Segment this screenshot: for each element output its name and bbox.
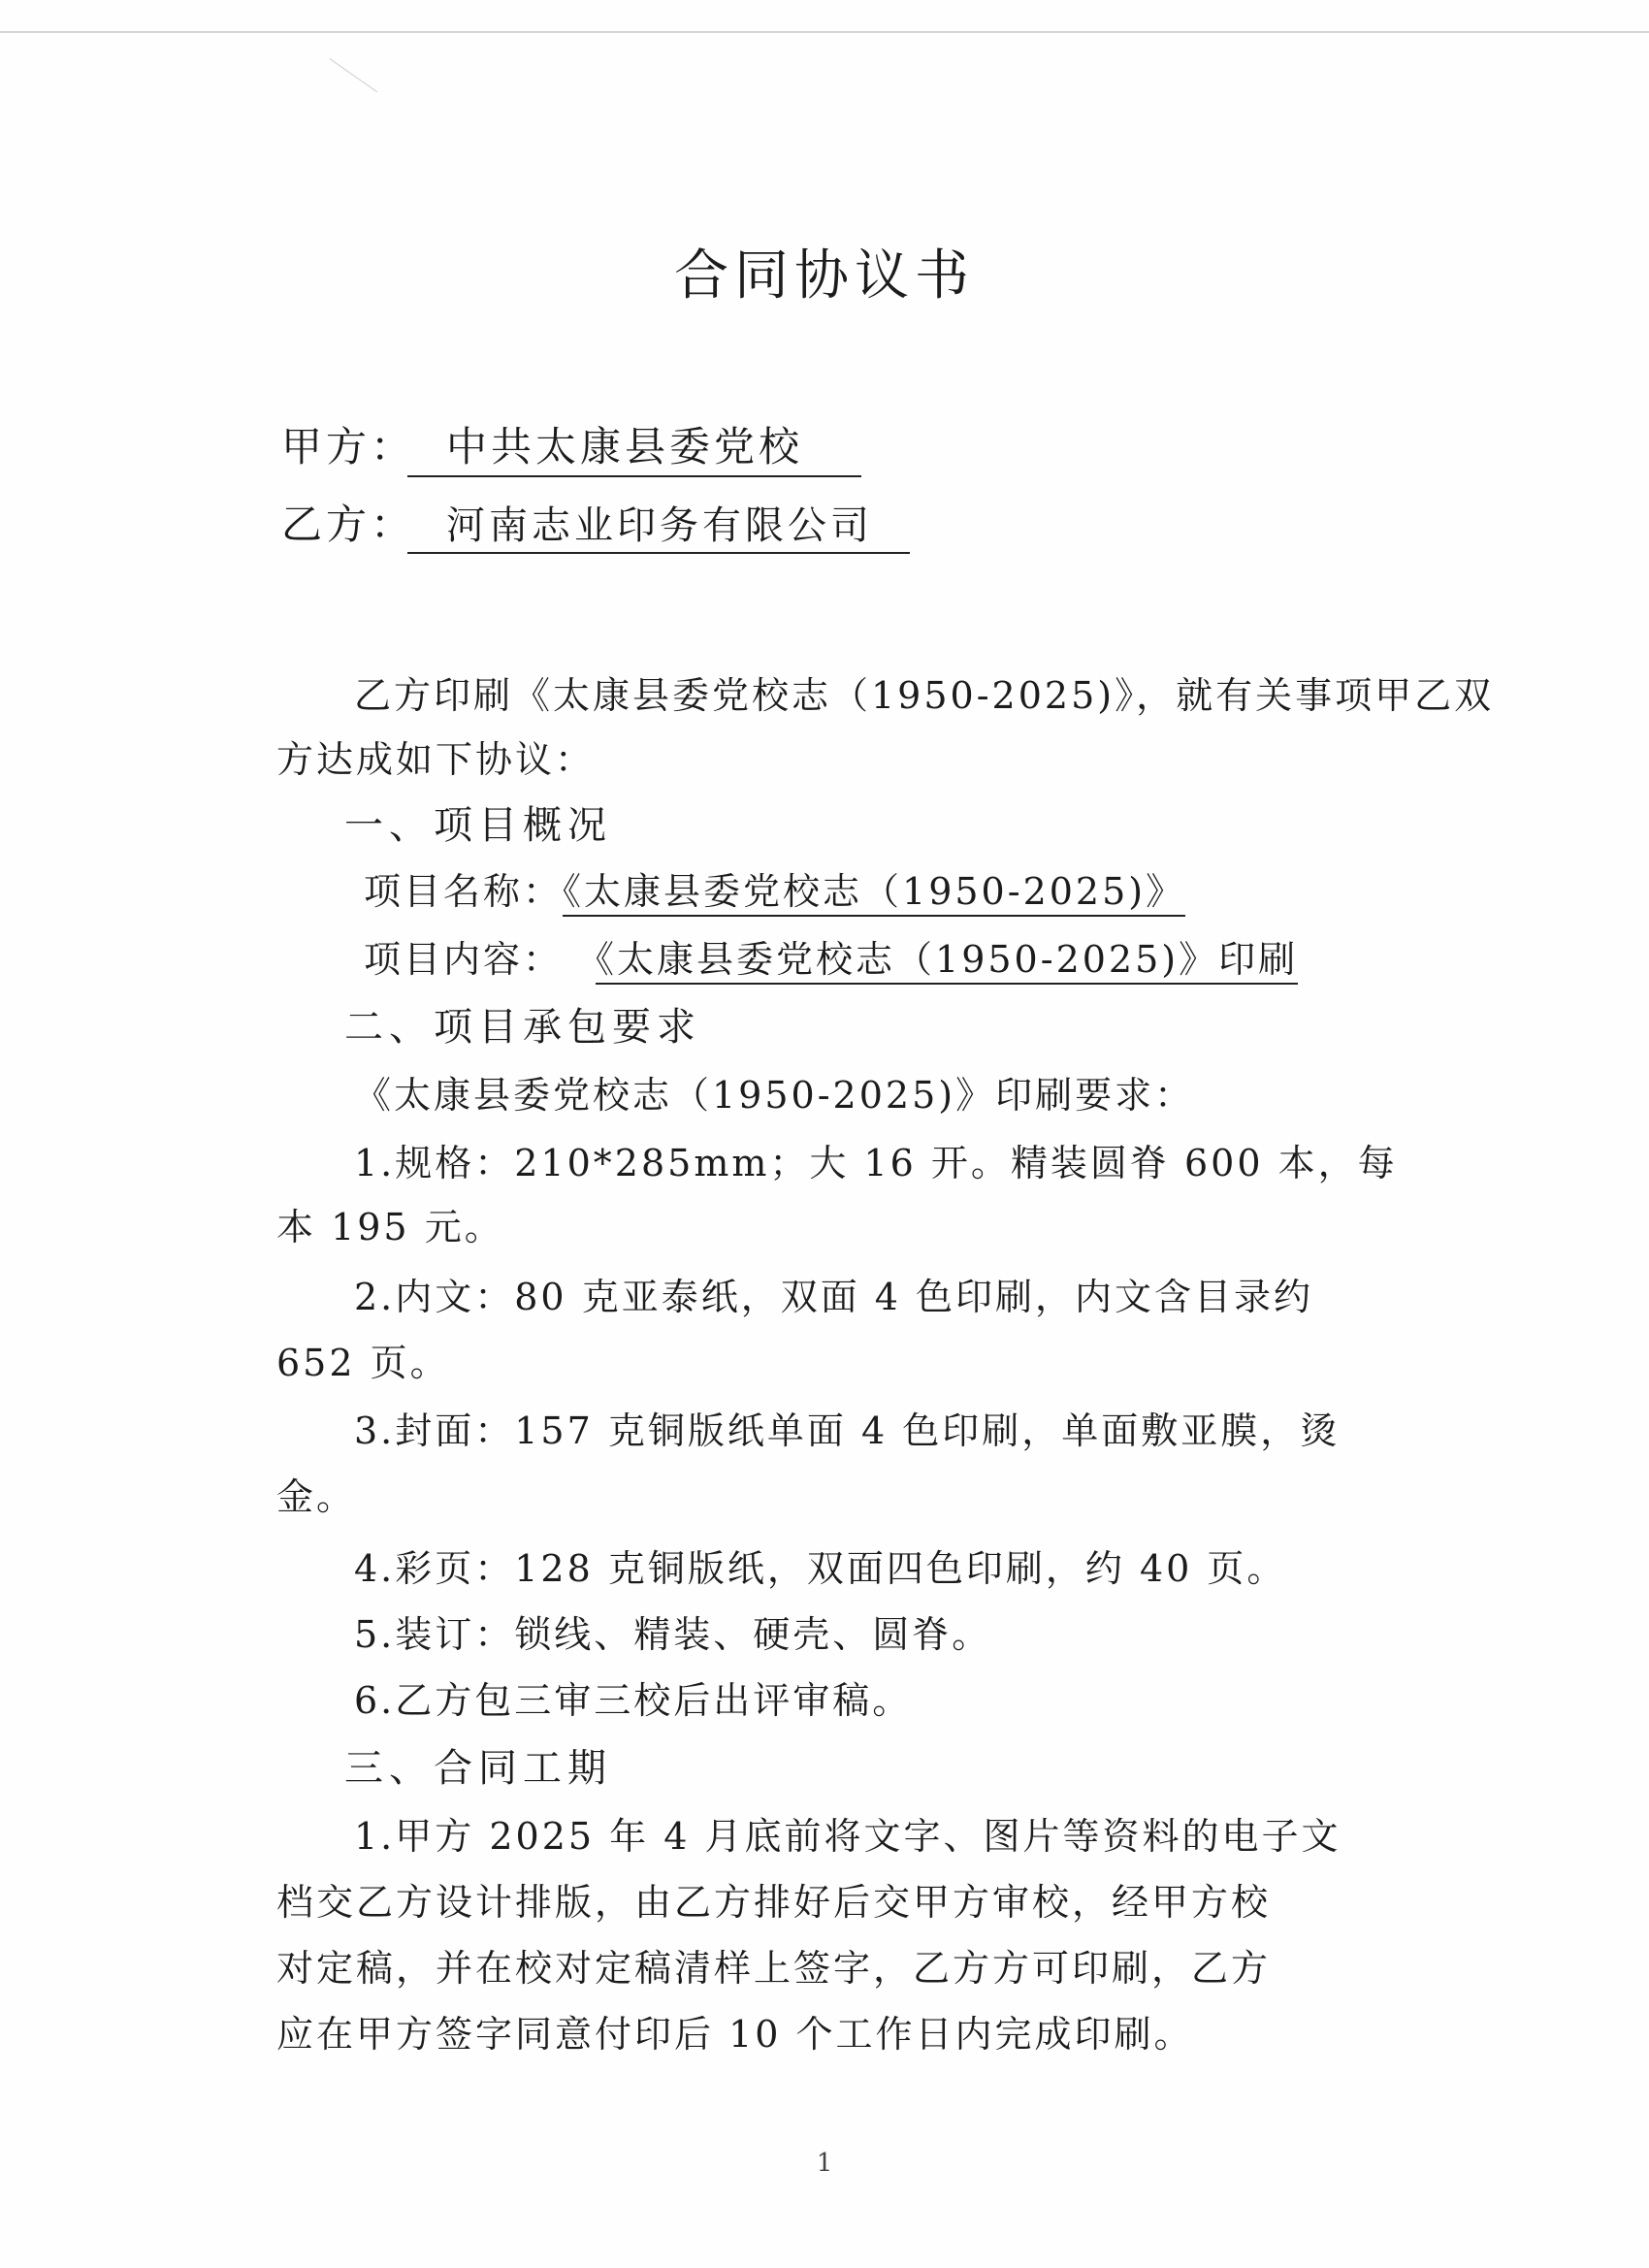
party-a bbox=[281, 415, 861, 477]
party-b-label: 乙方： bbox=[281, 501, 416, 548]
spec-item-3-line-2: 金。 bbox=[276, 1475, 357, 1518]
spec-item-6: 6.乙方包三审三校后出评审稿。 bbox=[354, 1679, 913, 1722]
section-3-heading: 三、合同工期 bbox=[344, 1746, 612, 1791]
schedule-item-1-line-3: 对定稿，并在校对定稿清样上签字，乙方方可印刷，乙方 bbox=[276, 1947, 1272, 1990]
spec-item-4: 4.彩页：128 克铜版纸，双面四色印刷，约 40 页。 bbox=[354, 1547, 1287, 1590]
section-1-heading: 一、项目概况 bbox=[344, 803, 612, 848]
spec-item-5: 5.装订：锁线、精装、硬壳、圆脊。 bbox=[354, 1613, 992, 1656]
contract-title: 合同协议书 bbox=[674, 244, 975, 308]
printing-requirements-lead: 《太康县委党校志（1950-2025)》印刷要求： bbox=[354, 1074, 1195, 1117]
project-content-label: 项目内容： bbox=[364, 938, 564, 981]
project-name-label: 项目名称： bbox=[364, 870, 564, 913]
page-number: 1 bbox=[816, 2149, 833, 2178]
scan-mark bbox=[329, 58, 377, 92]
scan-edge-line bbox=[0, 31, 1649, 33]
spec-item-2-line-1: 2.内文：80 克亚泰纸，双面 4 色印刷，内文含目录约 bbox=[354, 1276, 1314, 1318]
party-b-name: 河南志业印务有限公司 bbox=[407, 495, 910, 554]
spec-item-1-line-2: 本 195 元。 bbox=[276, 1206, 504, 1248]
section-2-heading: 二、项目承包要求 bbox=[344, 1005, 701, 1050]
schedule-item-1-line-4: 应在甲方签字同意付印后 10 个工作日内完成印刷。 bbox=[276, 2013, 1194, 2056]
schedule-item-1-line-1: 1.甲方 2025 年 4 月底前将文字、图片等资料的电子文 bbox=[354, 1815, 1342, 1858]
spec-item-3-line-1: 3.封面：157 克铜版纸单面 4 色印刷，单面敷亚膜，烫 bbox=[354, 1409, 1341, 1452]
intro-line-1: 乙方印刷《太康县委党校志（1950-2025)》，就有关事项甲乙双 bbox=[354, 674, 1495, 717]
project-name-value: 《太康县委党校志（1950-2025)》 bbox=[563, 870, 1185, 917]
party-a-name: 中共太康县委党校 bbox=[407, 415, 861, 477]
project-content-row bbox=[364, 927, 1298, 991]
spec-item-2-line-2: 652 页。 bbox=[276, 1342, 450, 1384]
schedule-item-1-line-2: 档交乙方设计排版，由乙方排好后交甲方审校，经甲方校 bbox=[276, 1881, 1272, 1924]
intro-line-2: 方达成如下协议： bbox=[276, 738, 596, 781]
project-name-row bbox=[364, 859, 1185, 923]
party-a-label: 甲方： bbox=[281, 423, 416, 470]
spec-item-1-line-1: 1.规格：210*285mm；大 16 开。精装圆脊 600 本，每 bbox=[354, 1142, 1398, 1184]
party-b bbox=[281, 493, 910, 554]
project-content-value: 《太康县委党校志（1950-2025)》印刷 bbox=[596, 938, 1298, 985]
